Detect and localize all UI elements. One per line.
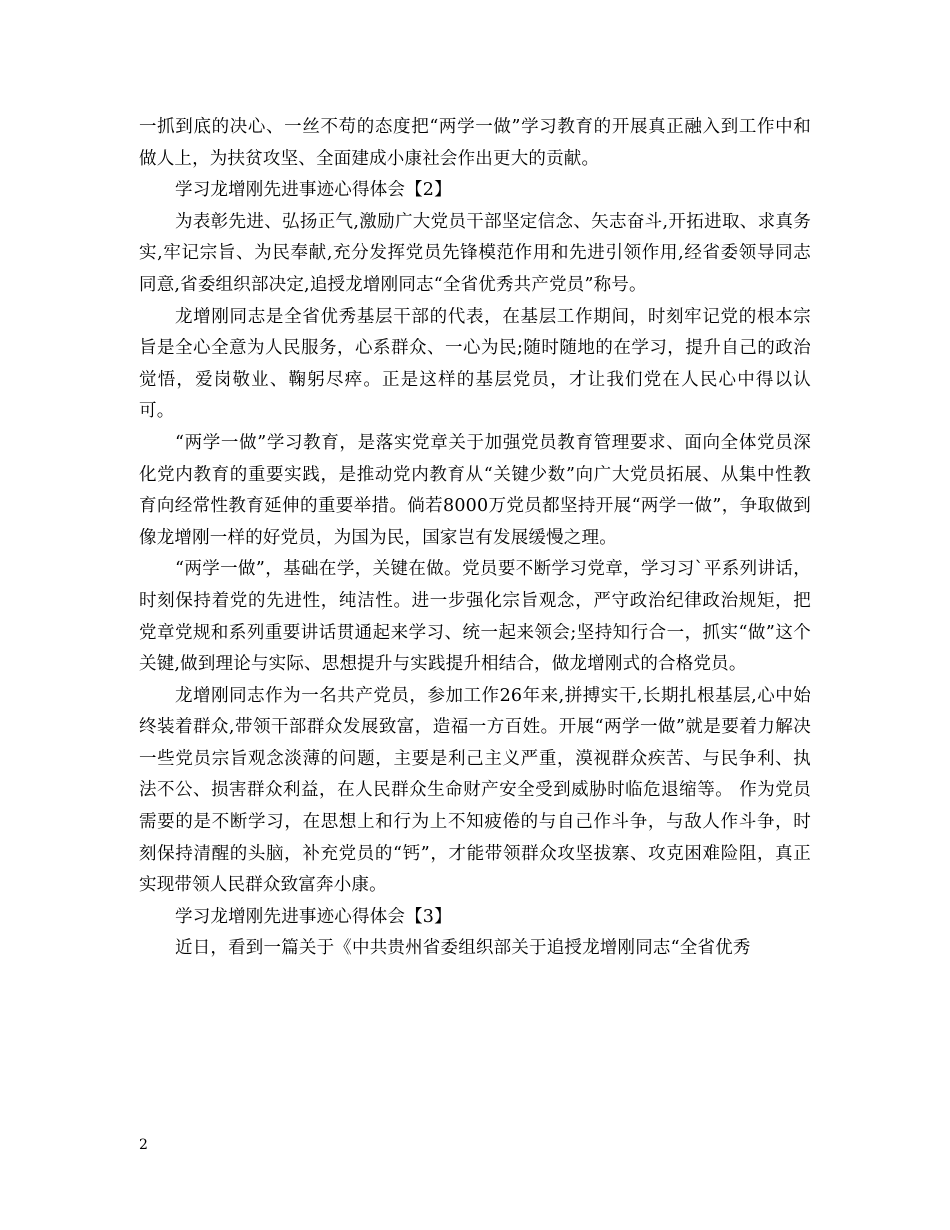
paragraph: 龙增刚同志作为一名共产党员，参加工作26年来,拼搏实干,长期扎根基层,心中始终装着群众,带领干部群众发展致富，造福一方百姓。开展“两学一做”就是要着力解决一些党员宗旨观念淡薄的问题，主要是利己主义严重，漠视群众疾苦、与民争利、执法不公、损害群众利益，在人民群众生命财产安全受到威胁时临危退缩等。 作为党员需要的是不断学习，在思想上和行为上不知疲倦的与自己作斗争，与敌人作斗争，时刻保持清醒的头脑，补充党员的“钙”，才能带领群众攻坚拔寨、攻克困难险阻，真正实现带领人民群众致富奔小康。 [139,685,811,896]
paragraph-continuation: 一抓到底的决心、一丝不苟的态度把“两学一做”学习教育的开展真正融入到工作中和做人上，为扶贫攻坚、全面建成小康社会作出更大的贡献。 [139,117,811,169]
paragraph: 为表彰先进、弘扬正气,激励广大党员干部坚定信念、矢志奋斗,开拓进取、求真务实,牢记宗旨、为民奉献,充分发挥党员先锋模范作用和先进引领作用,经省委领导同志同意,省委组织部决定,追授龙增刚同志“全省优秀共产党员”称号。 [139,211,811,295]
section-heading-3: 学习龙增刚先进事迹心得体会【3】 [175,906,452,927]
section-heading-2: 学习龙增刚先进事迹心得体会【2】 [175,180,452,201]
paragraph: 近日，看到一篇关于《中共贵州省委组织部关于追授龙增刚同志“全省优秀 [175,938,751,959]
paragraph: 龙增刚同志是全省优秀基层干部的代表，在基层工作期间，时刻牢记党的根本宗旨是全心全意为人民服务，心系群众、一心为民;随时随地的在学习，提升自己的政治觉悟，爱岗敬业、鞠躬尽瘁。正是这样的基层党员，才让我们党在人民心中得以认可。 [139,306,811,422]
document-body [139,112,811,965]
page-number: 2 [139,1137,148,1153]
paragraph: “两学一做”，基础在学，关键在做。党员要不断学习党章，学习习`平系列讲话，时刻保持着党的先进性，纯洁性。进一步强化宗旨观念，严守政治纪律政治规矩，把党章党规和系列重要讲话贯通起来学习、统一起来领会;坚持知行合一，抓实“做”这个关键,做到理论与实际、思想提升与实践提升相结合，做龙增刚式的合格党员。 [139,559,811,675]
paragraph: “两学一做”学习教育，是落实党章关于加强党员教育管理要求、面向全体党员深化党内教育的重要实践，是推动党内教育从“关键少数”向广大党员拓展、从集中性教育向经常性教育延伸的重要举措。倘若8000万党员都坚持开展“两学一做”，争取做到像龙增刚一样的好党员，为国为民，国家岂有发展缓慢之理。 [139,432,811,548]
